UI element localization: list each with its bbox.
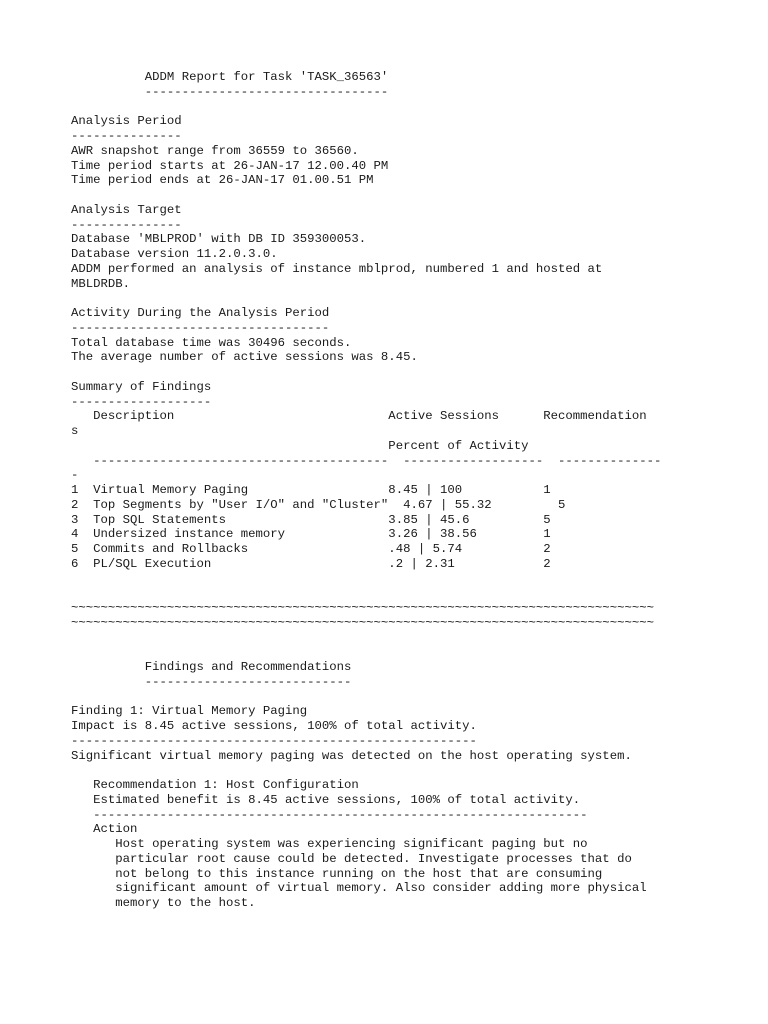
report-line: [71, 291, 751, 306]
report-line: Description Active Sessions Recommendation: [71, 409, 647, 424]
report-line: 1 Virtual Memory Paging 8.45 | 100 1: [71, 483, 551, 497]
report-line: particular root cause could be detected. Investigate processes that do: [71, 851, 632, 866]
report-line: Findings and Recommendations: [71, 660, 352, 674]
report-line: [71, 100, 751, 115]
report-line: [71, 763, 751, 778]
report-line: Total database time was 30496 seconds.: [71, 335, 352, 350]
report-line: ---------------: [71, 129, 182, 143]
report-line: [71, 586, 751, 601]
report-line: s: [71, 424, 79, 438]
report-line: ----------------------------: [71, 674, 352, 689]
report-line: Significant virtual memory paging was detected on the host operating system.: [71, 748, 632, 763]
report-line: Activity During the Analysis Period: [71, 306, 330, 320]
report-line: Time period starts at 26-JAN-17 12.00.40 PM: [71, 158, 389, 173]
report-line: ~~~~~~~~~~~~~~~~~~~~~~~~~~~~~~~~~~~~~~~~~~~~~~~~~~~~~~~~~~~~~~~~~~~~~~~~~~~~~~~: [71, 615, 654, 630]
report-line: Recommendation 1: Host Configuration: [71, 778, 359, 792]
report-line: Impact is 8.45 active sessions, 100% of total activity.: [71, 719, 477, 733]
report-line: -------------------: [71, 394, 212, 409]
report-line: Database version 11.2.0.3.0.: [71, 247, 278, 261]
report-line: ---------------------------------------- ------------------- --------------: [71, 453, 662, 468]
report-line: [71, 645, 751, 660]
report-line: 3 Top SQL Statements 3.85 | 45.6 5: [71, 512, 551, 527]
report-line: 6 PL/SQL Execution .2 | 2.31 2: [71, 556, 551, 571]
report-line: Summary of Findings: [71, 379, 212, 394]
report-line: [71, 188, 751, 203]
report-line: ~~~~~~~~~~~~~~~~~~~~~~~~~~~~~~~~~~~~~~~~~~~~~~~~~~~~~~~~~~~~~~~~~~~~~~~~~~~~~~~: [71, 601, 654, 615]
report-line: -: [71, 468, 79, 483]
report-line: Analysis Target: [71, 202, 182, 217]
report-line: Time period ends at 26-JAN-17 01.00.51 PM: [71, 173, 374, 188]
report-line: Finding 1: Virtual Memory Paging: [71, 704, 308, 719]
report-line: Estimated benefit is 8.45 active sessions, 100% of total activity.: [71, 792, 581, 807]
addm-report-document: [71, 70, 751, 911]
report-line: ---------------------------------: [71, 84, 389, 99]
report-line: [71, 572, 751, 587]
report-line: not belong to this instance running on the host that are consuming: [71, 866, 603, 881]
report-line: The average number of active sessions was 8.45.: [71, 350, 418, 365]
report-line: -----------------------------------: [71, 320, 330, 335]
report-line: memory to the host.: [71, 896, 256, 910]
report-line: [71, 631, 751, 646]
report-line: Analysis Period: [71, 114, 182, 129]
report-line: [71, 365, 751, 380]
report-line: ADDM Report for Task 'TASK_36563': [71, 70, 389, 84]
report-line: -------------------------------------------------------------------: [71, 807, 588, 822]
report-line: 2 Top Segments by "User I/O" and "Cluster" 4.67 | 55.32 5: [71, 497, 566, 512]
report-line: 5 Commits and Rollbacks .48 | 5.74 2: [71, 542, 551, 556]
report-line: Percent of Activity: [71, 438, 529, 453]
report-line: AWR snapshot range from 36559 to 36560.: [71, 143, 359, 158]
report-line: 4 Undersized instance memory 3.26 | 38.56 1: [71, 527, 551, 542]
report-line: Action: [71, 822, 138, 837]
report-line: significant amount of virtual memory. Also consider adding more physical: [71, 881, 647, 896]
report-line: -------------------------------------------------------: [71, 733, 477, 748]
report-line: ADDM performed an analysis of instance mblprod, numbered 1 and hosted at: [71, 261, 603, 276]
report-line: Host operating system was experiencing significant paging but no: [71, 837, 588, 851]
report-line: MBLDRDB.: [71, 276, 131, 291]
report-line: [71, 690, 751, 705]
report-line: Database 'MBLPROD' with DB ID 359300053.: [71, 232, 367, 247]
report-line: ---------------: [71, 217, 182, 232]
